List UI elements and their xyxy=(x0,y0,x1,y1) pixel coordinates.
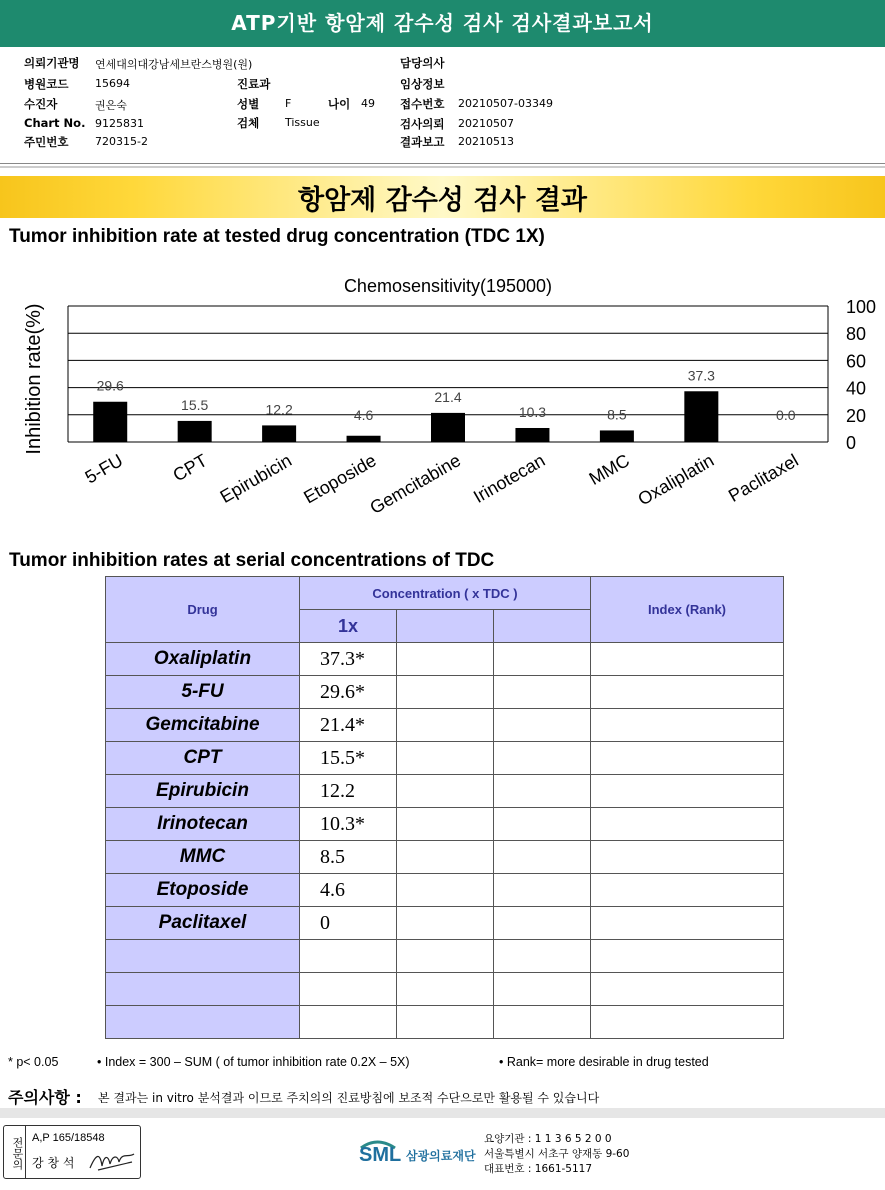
hospital-code-label: 병원코드 xyxy=(24,77,69,91)
rate-1x xyxy=(300,1006,397,1039)
index-rank xyxy=(591,676,784,709)
drug-name: MMC xyxy=(106,841,300,874)
drug-name xyxy=(106,973,300,1006)
table-row xyxy=(106,907,784,940)
chart-value: 9125831 xyxy=(95,117,144,130)
age-value: 49 xyxy=(361,97,375,110)
rate-blank xyxy=(397,874,494,907)
hospital-code-value: 15694 xyxy=(95,77,130,90)
rate-1x: 37.3* xyxy=(300,643,397,676)
divider xyxy=(0,166,885,168)
rate-blank xyxy=(494,676,591,709)
index-rank xyxy=(591,973,784,1006)
bar-value-label: 12.2 xyxy=(265,401,293,418)
footnote-rank: • Rank= more desirable in drug tested xyxy=(499,1055,709,1069)
doctor-label: 담당의사 xyxy=(400,56,445,70)
index-rank xyxy=(591,841,784,874)
bar-value-label: 0.0 xyxy=(776,407,796,424)
divider xyxy=(0,163,885,164)
index-rank xyxy=(591,643,784,676)
drug-name: Etoposide xyxy=(106,874,300,907)
caution-label: 주의사항 : xyxy=(8,1088,82,1107)
report-date-value: 20210513 xyxy=(458,135,514,148)
conc-1x-header: 1x xyxy=(300,610,397,643)
bar-epirubicin xyxy=(262,425,296,442)
bar-mmc xyxy=(600,430,634,442)
index-rank xyxy=(591,874,784,907)
x-tick-label: Paclitaxel xyxy=(725,450,802,506)
bar-gemcitabine xyxy=(431,413,465,442)
rate-blank xyxy=(397,775,494,808)
rate-blank xyxy=(494,874,591,907)
index-rank xyxy=(591,907,784,940)
chart-label: Chart No. xyxy=(24,116,86,130)
index-rank xyxy=(591,940,784,973)
rate-blank xyxy=(494,643,591,676)
x-tick-label: Irinotecan xyxy=(469,450,549,507)
table-row xyxy=(106,973,784,1006)
institution-label: 의뢰기관명 xyxy=(24,56,80,70)
bar-5-fu xyxy=(93,402,127,442)
sml-logo-text: SML xyxy=(359,1144,402,1166)
footer-line1: 요양기관 : 1 1 3 6 5 2 0 0 xyxy=(484,1133,612,1145)
dept-label: 진료과 xyxy=(237,77,271,91)
table-row xyxy=(106,808,784,841)
rate-blank xyxy=(494,940,591,973)
rate-1x: 12.2 xyxy=(300,775,397,808)
rate-blank xyxy=(494,775,591,808)
bar-value-label: 37.3 xyxy=(687,367,715,384)
index-header: Index (Rank) xyxy=(591,577,784,643)
section1-title: Tumor inhibition rate at tested drug concentration (TDC 1X) xyxy=(9,226,545,247)
rate-1x: 4.6 xyxy=(300,874,397,907)
conc-blank-header xyxy=(494,610,591,643)
stamp-line1: A,P 165/18548 xyxy=(32,1132,105,1144)
specimen-value: Tissue xyxy=(285,116,320,129)
rate-1x: 8.5 xyxy=(300,841,397,874)
table-row xyxy=(106,1006,784,1039)
y-axis-label: Inhibition rate(%) xyxy=(23,303,45,455)
x-tick-label: Etoposide xyxy=(300,450,380,508)
index-rank xyxy=(591,775,784,808)
bar-value-label: 15.5 xyxy=(181,396,209,413)
drug-name: Gemcitabine xyxy=(106,709,300,742)
rate-blank xyxy=(397,676,494,709)
specimen-label: 검체 xyxy=(237,116,260,130)
bar-cpt xyxy=(178,421,212,442)
bar-value-label: 8.5 xyxy=(607,406,627,423)
y-tick-label: 60 xyxy=(846,351,867,372)
bar-value-label: 4.6 xyxy=(353,407,374,424)
results-banner: 항암제 감수성 검사 결과 xyxy=(0,176,885,218)
resident-value: 720315-2 xyxy=(95,135,148,148)
patient-label: 수진자 xyxy=(24,97,58,111)
table-row xyxy=(106,775,784,808)
stamp-side-label: 전문의 xyxy=(4,1126,26,1178)
report-title: ATP기반 항암제 감수성 검사 검사결과보고서 xyxy=(0,0,885,47)
index-rank xyxy=(591,709,784,742)
receipt-label: 접수번호 xyxy=(400,97,445,111)
x-tick-label: Gemcitabine xyxy=(366,450,464,518)
report-date-label: 결과보고 xyxy=(400,135,445,149)
clinical-label: 임상정보 xyxy=(400,77,445,91)
index-rank xyxy=(591,1006,784,1039)
table-row xyxy=(106,742,784,775)
rate-blank xyxy=(397,841,494,874)
rate-1x: 10.3* xyxy=(300,808,397,841)
rate-blank xyxy=(397,940,494,973)
footnote-index: • Index = 300 – SUM ( of tumor inhibition rate 0.2X – 5X) xyxy=(97,1055,410,1069)
rate-1x: 0 xyxy=(300,907,397,940)
section2-title: Tumor inhibition rates at serial concentrations of TDC xyxy=(9,550,495,571)
x-tick-label: Epirubicin xyxy=(216,450,296,507)
rate-1x xyxy=(300,973,397,1006)
sml-logo xyxy=(357,1138,402,1176)
results-table xyxy=(105,576,784,1039)
request-label: 검사의뢰 xyxy=(400,117,445,131)
y-tick-label: 100 xyxy=(846,297,877,317)
concentration-header: Concentration ( x TDC ) xyxy=(300,577,591,610)
conc-blank-header xyxy=(397,610,494,643)
rate-1x: 21.4* xyxy=(300,709,397,742)
rate-blank xyxy=(397,709,494,742)
table-row xyxy=(106,709,784,742)
rate-blank xyxy=(494,907,591,940)
rate-blank xyxy=(494,973,591,1006)
index-rank xyxy=(591,808,784,841)
table-row xyxy=(106,874,784,907)
rate-blank xyxy=(397,973,494,1006)
footer-contact xyxy=(484,1132,629,1177)
age-label: 나이 xyxy=(328,97,351,111)
institution-value: 연세대의대강남세브란스병원(원) xyxy=(95,58,253,71)
index-rank xyxy=(591,742,784,775)
rate-blank xyxy=(494,709,591,742)
footer-line2: 서울특별시 서초구 양재동 9-60 xyxy=(484,1148,630,1160)
caution-text: 본 결과는 in vitro 분석결과 이므로 주치의의 진료방침에 보조적 수단으로만 활용될 수 있습니다 xyxy=(98,1091,600,1105)
footer-band xyxy=(0,1108,885,1118)
table-body xyxy=(106,643,784,1039)
resident-label: 주민번호 xyxy=(24,135,69,149)
request-value: 20210507 xyxy=(458,117,514,130)
rate-blank xyxy=(397,808,494,841)
bar-value-label: 21.4 xyxy=(434,388,462,405)
table-row xyxy=(106,643,784,676)
sex-label: 성별 xyxy=(237,97,260,111)
drug-name: Epirubicin xyxy=(106,775,300,808)
stamp-name: 강 창 석 xyxy=(32,1156,75,1170)
sex-value: F xyxy=(285,97,292,110)
table-row xyxy=(106,841,784,874)
chemosensitivity-chart xyxy=(0,262,885,534)
bar-irinotecan xyxy=(515,428,549,442)
y-tick-label: 0 xyxy=(846,433,857,453)
rate-blank xyxy=(494,841,591,874)
rate-blank xyxy=(494,808,591,841)
x-tick-label: CPT xyxy=(169,450,211,486)
drug-name: Oxaliplatin xyxy=(106,643,300,676)
x-tick-label: MMC xyxy=(585,450,633,489)
rate-blank xyxy=(494,1006,591,1039)
footnote-p: * p< 0.05 xyxy=(8,1055,59,1069)
footer-line3: 대표번호 : 1661-5117 xyxy=(484,1163,593,1175)
bar-etoposide xyxy=(347,436,381,442)
drug-name: Irinotecan xyxy=(106,808,300,841)
rate-blank xyxy=(397,742,494,775)
bar-oxaliplatin xyxy=(684,391,718,442)
rate-blank xyxy=(397,643,494,676)
rate-1x: 29.6* xyxy=(300,676,397,709)
receipt-value: 20210507-03349 xyxy=(458,97,553,110)
rate-blank xyxy=(397,907,494,940)
signature-stamp xyxy=(3,1125,141,1179)
drug-name xyxy=(106,940,300,973)
y-tick-label: 20 xyxy=(846,405,867,426)
signature-mark xyxy=(88,1148,136,1174)
rate-blank xyxy=(494,742,591,775)
foundation-name: 삼광의료재단 xyxy=(406,1149,476,1163)
drug-name: 5-FU xyxy=(106,676,300,709)
bar-value-label: 29.6 xyxy=(96,377,124,394)
x-tick-label: 5-FU xyxy=(81,450,127,488)
drug-name xyxy=(106,1006,300,1039)
bar-value-label: 10.3 xyxy=(518,403,547,420)
rate-blank xyxy=(397,1006,494,1039)
table-row xyxy=(106,940,784,973)
chart-title: Chemosensitivity(195000) xyxy=(343,276,553,296)
y-tick-label: 40 xyxy=(846,378,867,399)
rate-1x: 15.5* xyxy=(300,742,397,775)
rate-1x xyxy=(300,940,397,973)
drug-header: Drug xyxy=(106,577,300,643)
x-tick-label: Oxaliplatin xyxy=(634,450,718,510)
y-tick-label: 80 xyxy=(846,324,867,345)
drug-name: CPT xyxy=(106,742,300,775)
drug-name: Paclitaxel xyxy=(106,907,300,940)
patient-value: 권은숙 xyxy=(95,99,127,112)
table-row xyxy=(106,676,784,709)
